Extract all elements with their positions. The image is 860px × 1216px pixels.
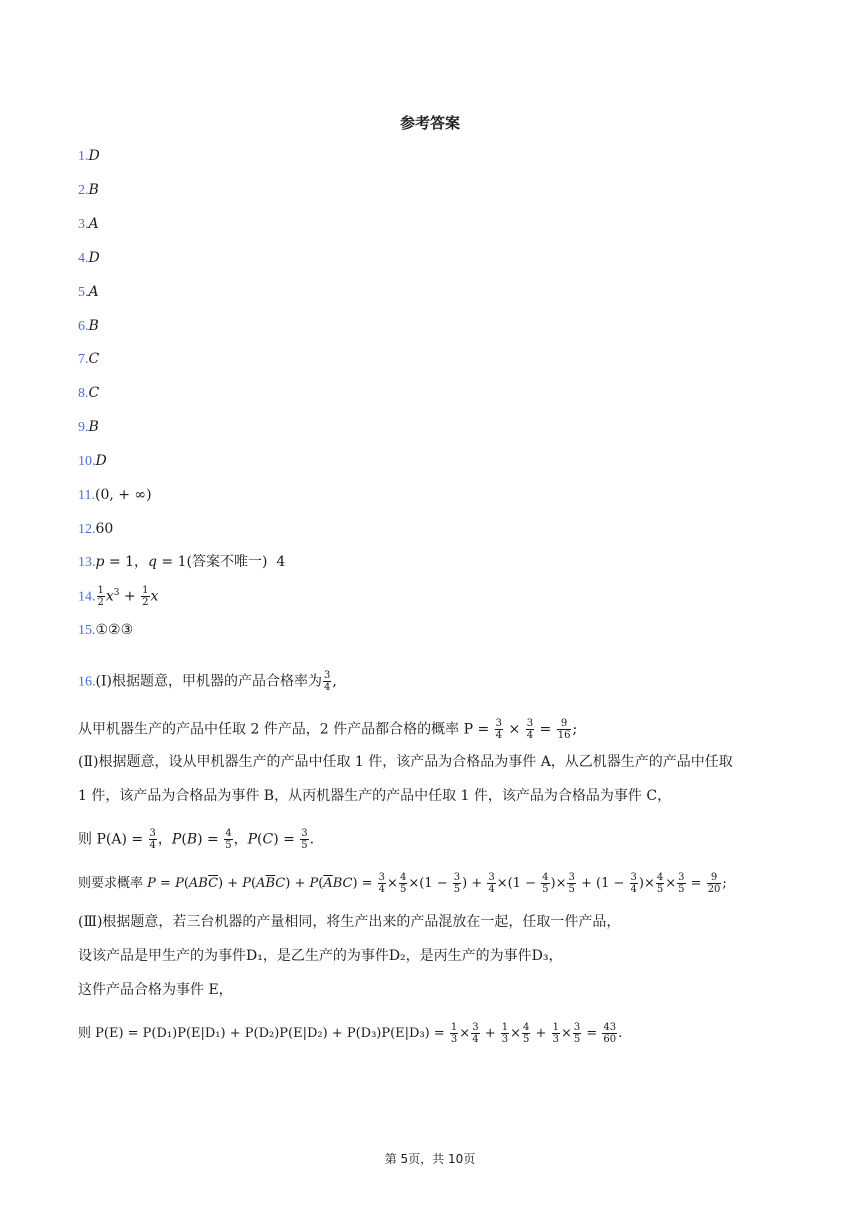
answer-15: 15.①②③ xyxy=(78,622,134,638)
answer-5 xyxy=(78,282,99,303)
answer-value: C xyxy=(88,351,100,368)
answer-9 xyxy=(78,417,99,438)
answer-16-line-4: 1 件，该产品为合格品为事件 B，从丙机器生产的产品中任取 1 件，该产品为合格品为事件 C， xyxy=(78,788,672,804)
answer-16-line-8: 设该产品是甲生产的为事件D₁，是乙生产的为事件D₂，是丙生产的为事件D₃， xyxy=(78,948,563,964)
answer-2 xyxy=(78,180,99,201)
answer-7 xyxy=(78,349,99,370)
answer-value: 60 xyxy=(95,520,114,537)
answer-16-line-6: 则要求概率 $P = P(AB\overline{C}) + P(A\overline{B}C) + P(\overline{A}BC)$ = $\frac{3}{4}$ × $\frac{4}{5}$ ×(1 − $\frac{3}{5}$ ) + $\frac{3}{4}$ ×(1 − $\frac{4}{5}$ )× $\frac{3}{5}$ + (1 − $\frac{3}{4}$ )× $\frac{4}{5}$ × $\frac{3}{5}$ = $\frac{9}{20}$ ; xyxy=(78,872,727,895)
answer-number: 6. xyxy=(78,318,89,334)
answer-16-line-10: 则 P(E) = P(D₁)P(E|D₁) + P(D₂)P(E|D₂) + P(D₃)P(E|D₃) = $\frac{1}{3}$ × $\frac{3}{4}$ + $\frac{1}{3}$ × $\frac{4}{5}$ + $\frac{1}{3}$ × $\frac{3}{5}$ = $\frac{43}{60}$ . xyxy=(78,1022,623,1045)
answer-16-line-5: 则 P(A) = $\frac{3}{4}$ ，P(B) = $\frac{4}{5}$ ，P(C) = $\frac{3}{5}$ . xyxy=(78,828,315,851)
answer-4 xyxy=(78,248,100,269)
answer-value: (0, + ∞) xyxy=(94,487,152,503)
answer-number: 9. xyxy=(78,420,89,436)
answer-value: A xyxy=(88,215,99,232)
answer-number: 10. xyxy=(78,454,96,470)
answer-value: B xyxy=(88,181,99,198)
answer-16-line-2: 从甲机器生产的产品中任取 2 件产品，2 件产品都合格的概率 P = $\frac{3}{4}$ × $\frac{3}{4}$ = $\frac{9}{16}$ ; xyxy=(78,718,578,741)
answer-value: B xyxy=(88,317,99,334)
answer-value: A xyxy=(88,283,99,300)
answer-value: D xyxy=(95,453,107,470)
answer-6 xyxy=(78,316,99,337)
answer-1 xyxy=(78,146,100,167)
answer-8 xyxy=(78,383,99,404)
answer-value: B xyxy=(88,419,99,436)
answer-16-line-7: (Ⅲ)根据题意，若三台机器的产量相同，将生产出来的产品混放在一起，任取一件产品， xyxy=(78,914,621,930)
answer-number: 7. xyxy=(78,352,89,368)
page-footer: 第 5页，共 10页 xyxy=(384,1152,476,1166)
answer-number: 8. xyxy=(78,386,89,402)
page-title: 参考答案 xyxy=(399,114,460,132)
answer-16-line-1: 16.(Ⅰ)根据题意，甲机器的产品合格率为 $\frac{3}{4}$ , xyxy=(78,670,337,693)
answer-10 xyxy=(78,451,107,472)
answer-number: 11. xyxy=(78,488,95,503)
answer-number: 12. xyxy=(78,521,96,537)
answer-number: 1. xyxy=(78,149,89,164)
answer-3 xyxy=(78,214,99,235)
answer-value: C xyxy=(88,385,100,402)
answer-number: 3. xyxy=(78,216,89,232)
answer-number: 5. xyxy=(78,284,89,300)
answer-number: 2. xyxy=(78,182,89,198)
answer-12 xyxy=(78,519,113,540)
answer-value: D xyxy=(88,249,100,266)
answer-11 xyxy=(78,485,152,506)
answer-16-line-9: 这件产品合格为事件 E， xyxy=(78,982,233,998)
answer-14: 14. $\frac{1}{2}$ $x^3$ + $\frac{1}{2}$ x xyxy=(78,585,159,609)
answer-number: 4. xyxy=(78,250,89,266)
answer-value: D xyxy=(88,148,100,164)
answer-13: 13.p = 1，q = 1(答案不唯一) 4 xyxy=(78,554,286,570)
answer-16-line-3: (Ⅱ)根据题意，设从甲机器生产的产品中任取 1 件，该产品为合格品为事件 A，从乙机器生产的产品中任取 xyxy=(78,754,733,770)
